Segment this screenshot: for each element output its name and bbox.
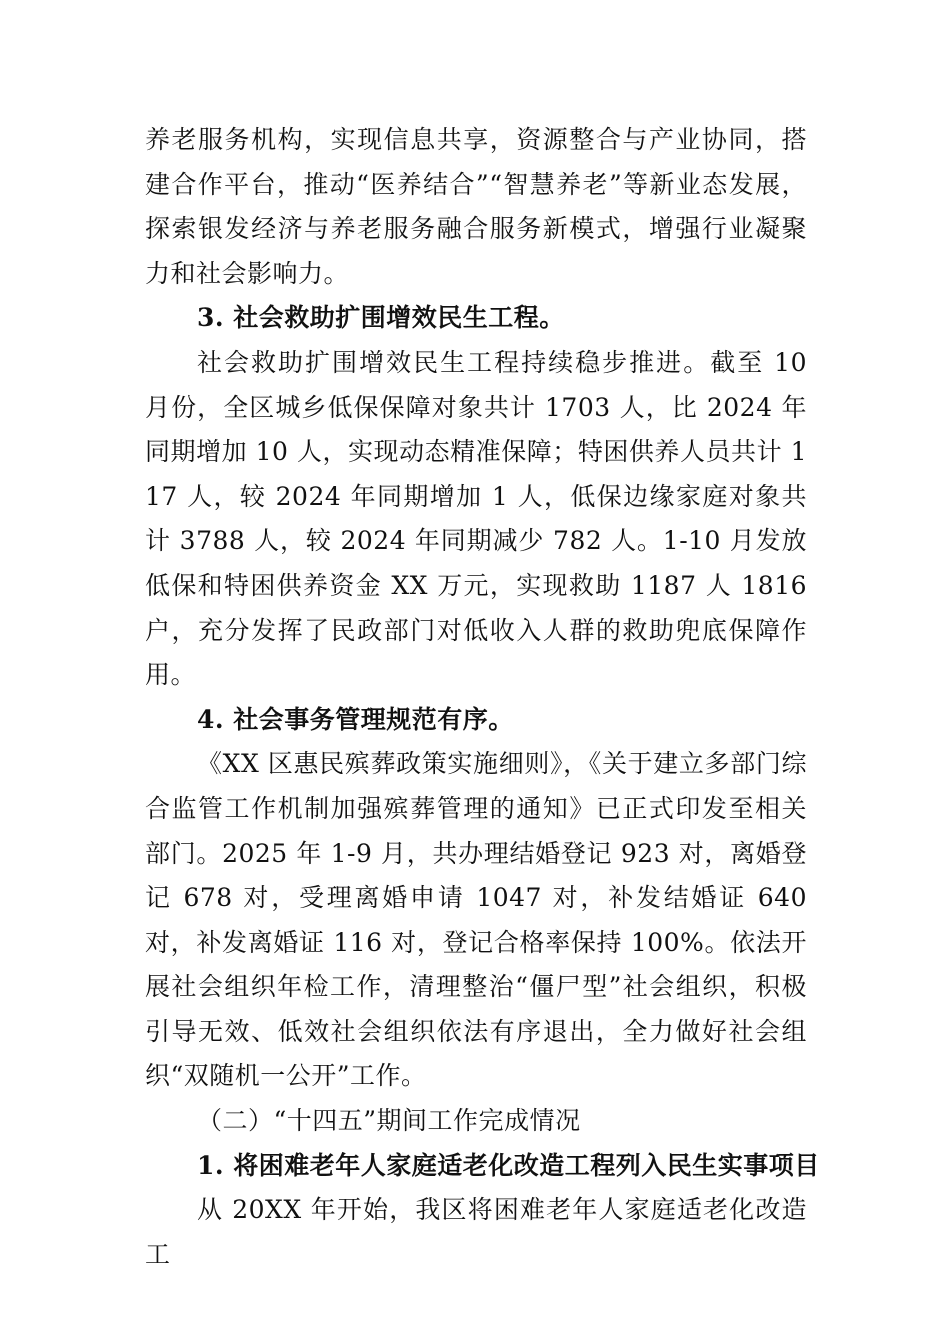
paragraph-social-assistance: 社会救助扩围增效民生工程持续稳步推进。截至 10 月份，全区城乡低保保障对象共计 1703 人，比 2024 年同期增加 10 人，实现动态精准保障；特困供养人员共计 117 人，较 2024 年同期增加 1 人，低保边缘家庭对象共计 3788 人，较 2024 年同期减少 782 人。1-10 月发放低保和特困供养资金 XX 万元，实现救助 1187 人 1816 户，充分发挥了民政部门对低收入人群的救助兜底保障作用。 bbox=[145, 347, 807, 690]
heading-social-affairs: 4. 社会事务管理规范有序。 bbox=[197, 704, 514, 734]
paragraph-elderly-services-continued: 养老服务机构，实现信息共享，资源整合与产业协同，搭建合作平台，推动“医养结合”“智慧养老”等新业态发展，探索银发经济与养老服务融合服务新模式，增强行业凝聚力和社会影响力。 bbox=[145, 125, 807, 288]
paragraph-elderly-home-renovation: 从 20XX 年开始，我区将困难老年人家庭适老化改造工 bbox=[145, 1195, 807, 1269]
heading-social-assistance: 3. 社会救助扩围增效民生工程。 bbox=[197, 303, 565, 333]
paragraph-social-affairs: 《XX 区惠民殡葬政策实施细则》，《关于建立多部门综合监管工作机制加强殡葬管理的通知》已正式印发至相关部门。2025 年 1-9 月，共办理结婚登记 923 对，离婚登记 678 对，受理离婚申请 1047 对，补发结婚证 640 对，补发离婚证 116 对，登记合格率保持 100%。依法开展社会组织年检工作，清理整治“僵尸型”社会组织，积极引导无效、低效社会组织依法有序退出，全力做好社会组织“双随机一公开”工作。 bbox=[145, 749, 807, 1091]
document-page bbox=[145, 118, 820, 1277]
heading-elderly-home-renovation: 1. 将困难老年人家庭适老化改造工程列入民生实事项目 bbox=[197, 1150, 820, 1180]
subheading-14th-five-year-plan: （二）“十四五”期间工作完成情况 bbox=[197, 1106, 581, 1136]
